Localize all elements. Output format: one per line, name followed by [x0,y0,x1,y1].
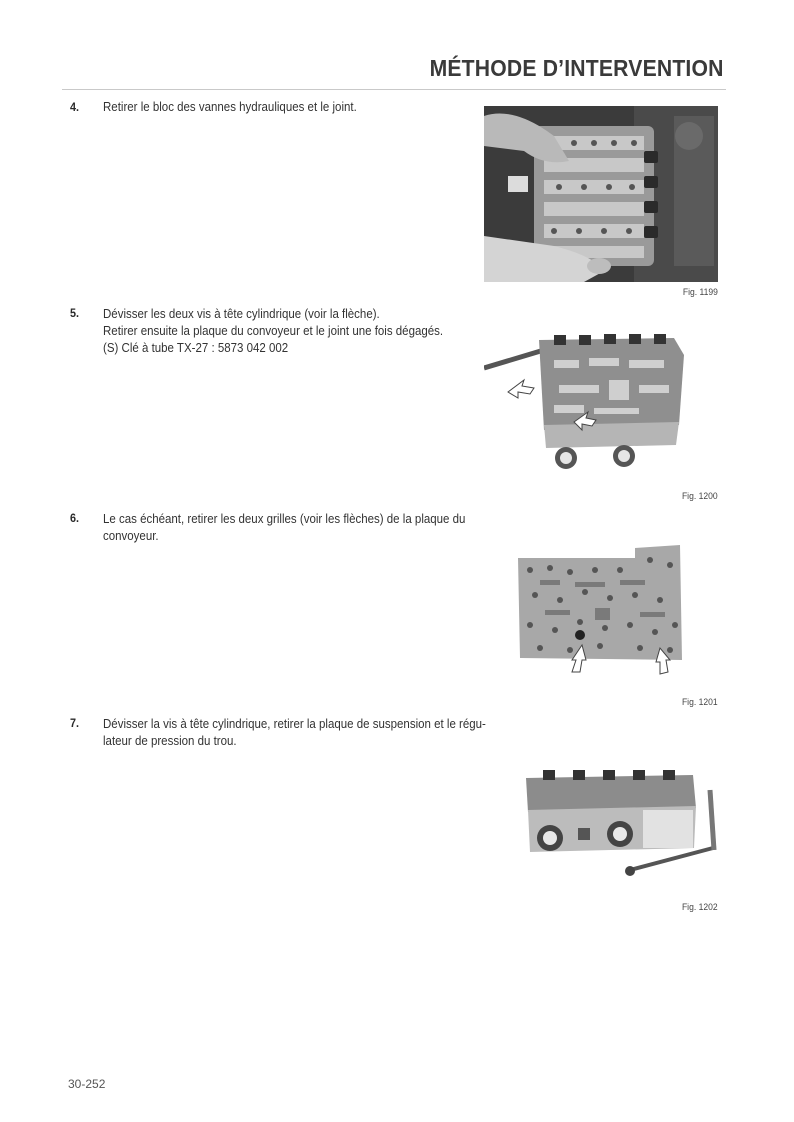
step-line: convoyeur. [103,529,159,543]
step-number: 7. [70,716,80,730]
step-line: Le cas échéant, retirer les deux grilles (voir les flèches) de la plaque du [103,512,466,526]
page-number: 30-252 [68,1077,106,1091]
figure-caption: Fig. 1201 [682,697,718,708]
step-line: Retirer le bloc des vannes hydrauliques et le joint. [103,100,357,114]
step-number: 4. [70,100,80,114]
figure-caption: Fig. 1199 [682,287,718,298]
figure-caption: Fig. 1202 [682,902,718,913]
conveyor-plate-photo [484,330,704,475]
step-text [103,716,486,750]
header-rule [62,89,726,90]
suspension-plate-regulator-photo [518,770,720,885]
conveyor-plate-grilles-photo [510,540,690,675]
hydraulic-valve-block-photo [484,106,718,282]
step-number: 5. [70,306,80,320]
step-line: lateur de pression du trou. [103,734,237,748]
figure-caption: Fig. 1200 [682,491,718,502]
step-text [103,306,445,357]
step-line: Retirer ensuite la plaque du convoyeur et le joint une fois dégagés. [103,324,444,338]
step-line: Dévisser les deux vis à tête cylindrique (voir la flèche). [103,307,380,321]
step-number: 6. [70,511,80,525]
step-text [103,511,466,545]
step-line: (S) Clé à tube TX-27 : 5873 042 002 [103,341,289,355]
step-line: Dévisser la vis à tête cylindrique, retirer la plaque de suspension et le régu- [103,717,486,731]
step-text [103,99,445,116]
page-title: MÉTHODE D’INTERVENTION [429,55,724,81]
